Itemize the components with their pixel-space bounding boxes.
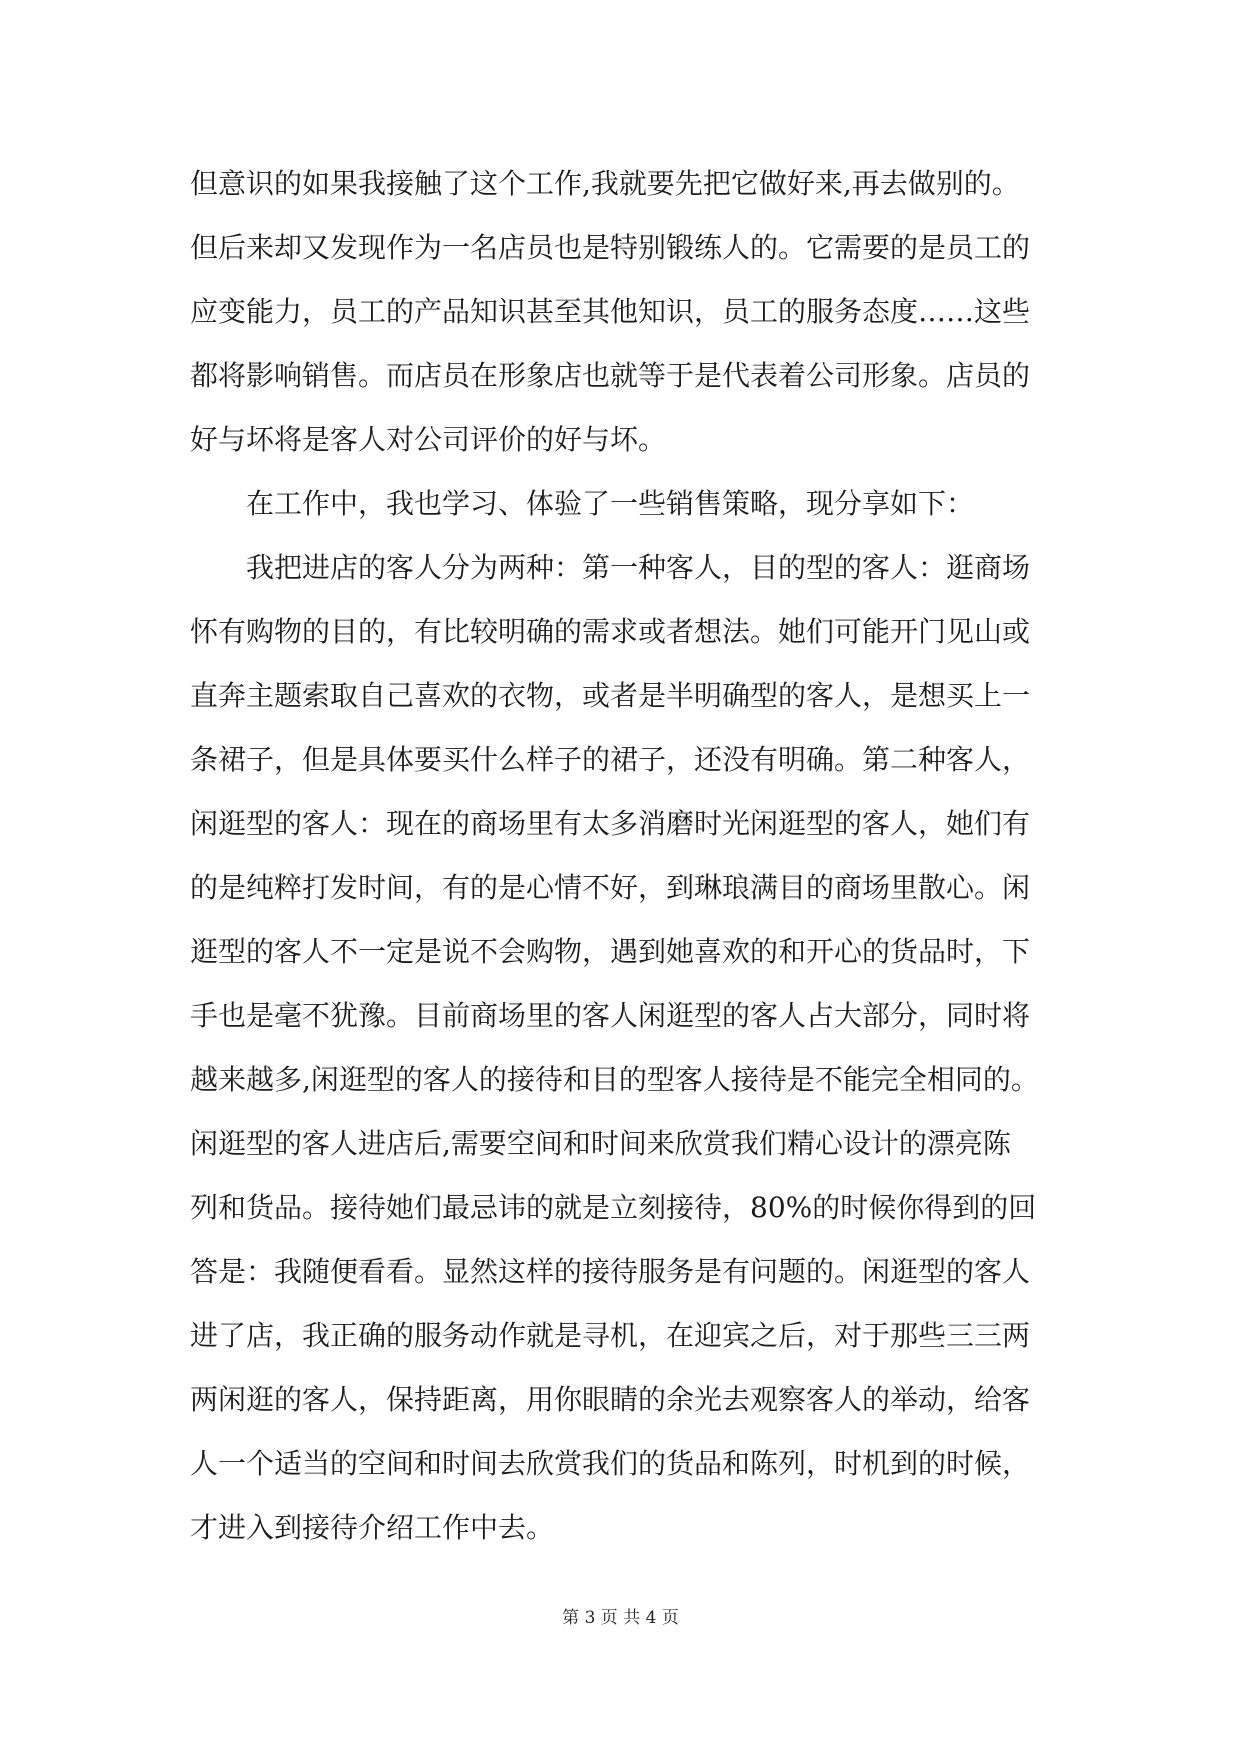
text-line: 闲逛型的客人：现在的商场里有太多消磨时光闲逛型的客人，她们有 [190, 807, 1031, 840]
text-line: 直奔主题索取自己喜欢的衣物，或者是半明确型的客人，是想买上一 [190, 679, 1031, 712]
text-line: 才进入到接待介绍工作中去。 [190, 1511, 555, 1544]
text-line: 怀有购物的目的，有比较明确的需求或者想法。她们可能开门见山或 [190, 615, 1031, 648]
text-line: 都将影响销售。而店员在形象店也就等于是代表着公司形象。店员的 [190, 359, 1031, 392]
text-line: 人一个适当的空间和时间去欣赏我们的货品和陈列，时机到的时候， [190, 1447, 1031, 1480]
current-page-number: 3 [584, 1608, 596, 1628]
text-line: 两闲逛的客人，保持距离，用你眼睛的余光去观察客人的举动，给客 [190, 1383, 1031, 1416]
text-line: 应变能力，员工的产品知识甚至其他知识，员工的服务态度……这些 [190, 295, 1031, 328]
text-line: 条裙子，但是具体要买什么样子的裙子，还没有明确。第二种客人， [190, 743, 1031, 776]
text-line: 列和货品。接待她们最忌讳的就是立刻接待，80%的时候你得到的回 [190, 1191, 1037, 1224]
text-line: 但意识的如果我接触了这个工作,我就要先把它做好来,再去做别的。 [190, 167, 1020, 200]
text-line: 答是：我随便看看。显然这样的接待服务是有问题的。闲逛型的客人 [190, 1255, 1031, 1288]
page-footer [0, 1606, 1241, 1630]
text-line: 越来越多,闲逛型的客人的接待和目的型客人接待是不能完全相同的。 [190, 1063, 1039, 1096]
body-text [190, 152, 1070, 1560]
paragraph-first-line: 我把进店的客人分为两种：第一种客人，目的型的客人：逛商场 [246, 551, 1031, 584]
text-line: 闲逛型的客人进店后,需要空间和时间来欣赏我们精心设计的漂亮陈 [190, 1127, 1011, 1160]
text-line: 手也是毫不犹豫。目前商场里的客人闲逛型的客人占大部分，同时将 [190, 999, 1031, 1032]
footer-prefix: 第 [562, 1608, 580, 1628]
paragraph-first-line: 在工作中，我也学习、体验了一些销售策略，现分享如下： [246, 487, 975, 520]
text-line: 但后来却又发现作为一名店员也是特别锻练人的。它需要的是员工的 [190, 231, 1031, 264]
text-line: 的是纯粹打发时间，有的是心情不好，到琳琅满目的商场里散心。闲 [190, 871, 1031, 904]
footer-middle: 页 共 [600, 1608, 641, 1628]
total-pages-number: 4 [645, 1608, 657, 1628]
text-line: 进了店，我正确的服务动作就是寻机，在迎宾之后，对于那些三三两 [190, 1319, 1031, 1352]
footer-suffix: 页 [661, 1608, 679, 1628]
text-line: 好与坏将是客人对公司评价的好与坏。 [190, 423, 667, 456]
text-line: 逛型的客人不一定是说不会购物，遇到她喜欢的和开心的货品时，下 [190, 935, 1031, 968]
